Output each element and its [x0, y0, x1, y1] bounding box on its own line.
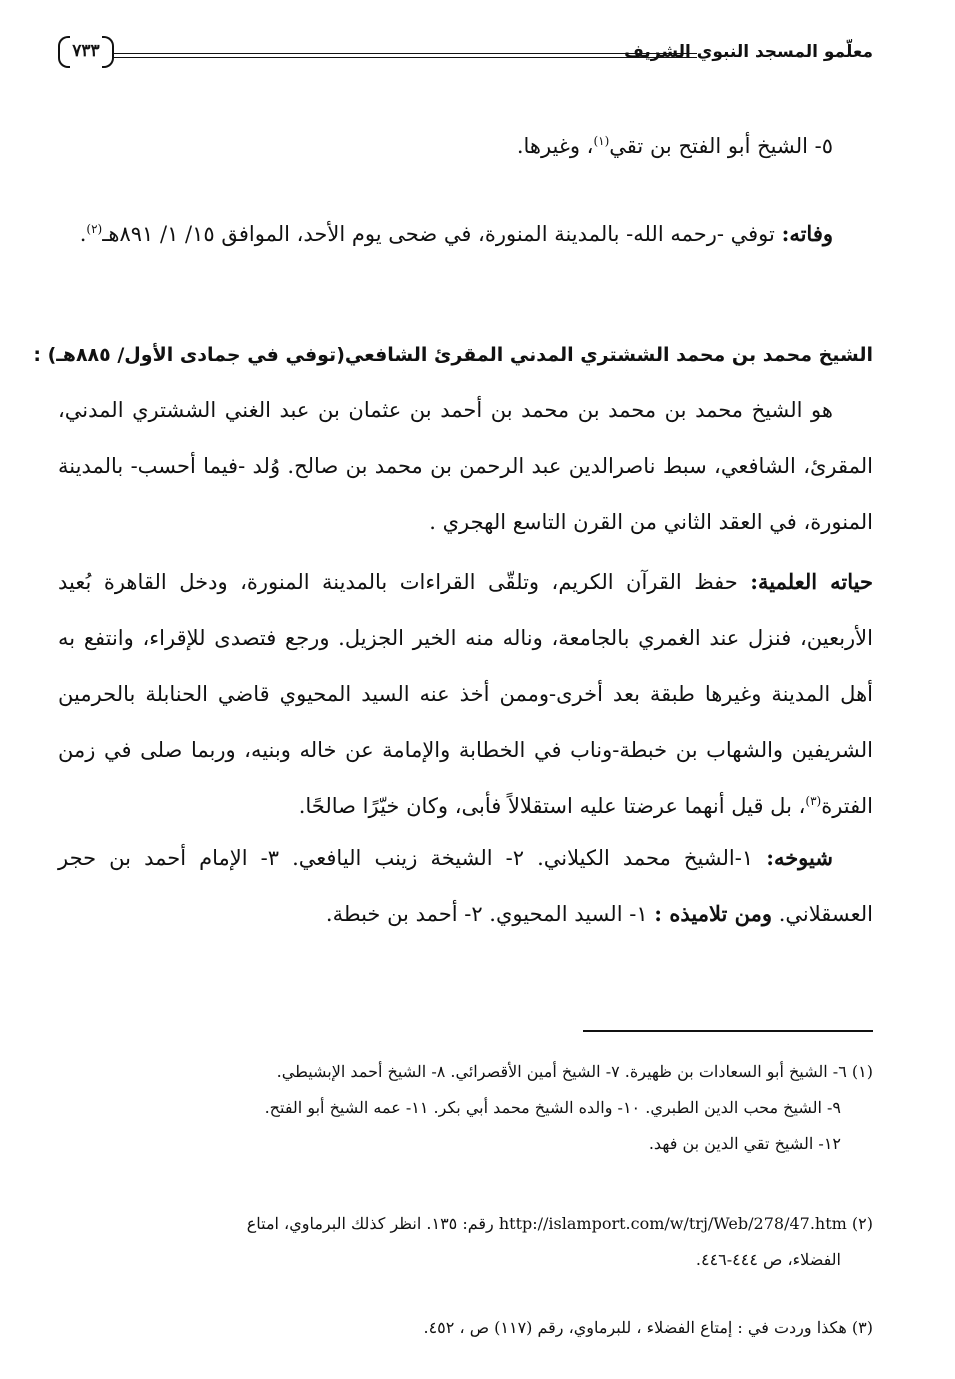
- footnote-1-line-2: ٩- الشيخ محب الدين الطبري. ١٠- والده الشيخ محمد أبي بكر. ١١- عمه الشيخ أبو الفتح.: [264, 1098, 841, 1117]
- students-label: ومن تلاميذه :: [654, 901, 773, 926]
- previous-entry-item5: ٥- الشيخ أبو الفتح بن تقي$^{(١)}$، وغيرها.: [516, 134, 833, 158]
- footnote-3-marker: (٣): [851, 1318, 873, 1337]
- footnote-ref-1: (١): [593, 134, 610, 148]
- footnote-separator: [583, 1030, 873, 1032]
- footnote-2-marker: (٢): [851, 1214, 873, 1233]
- footnote-1-line-1: ٦- الشيخ أبو السعادات بن ظهيرة. ٧- الشيخ أمين الأقصرائي. ٨- الشيخ أحمد الإبشيطي.: [276, 1062, 847, 1081]
- footnote-ref-3: (٣): [805, 794, 822, 808]
- header-rule: [114, 53, 697, 58]
- students-text: ١- السيد المحيوي. ٢- أحمد بن خبطة.: [325, 902, 648, 926]
- footnote-1-marker: (١): [851, 1062, 873, 1081]
- footnote-2-text: رقم: ١٣٥. انظر كذلك البرماوي، امتاع: [246, 1214, 494, 1233]
- teachers-label: شيوخه:: [766, 845, 833, 870]
- intro-paragraph: هو الشيخ محمد بن محمد بن محمد بن أحمد بن عثمان بن عبد الغني الششتري المدني، المقرئ، الشافعي، سبط ناصرالدين عبد الرحمن بن محمد بن صالح. وُلد -فيما أحسب- بالمدينة المنورة، في العقد الثاني من القرن التاسع الهجري .: [58, 398, 873, 534]
- scholarly-life-text: حفظ القرآن الكريم، وتلقّى القراءات بالمدينة المنورة، ودخل القاهرة بُعيد الأربعين، فنزل عند الغمري بالجامعة، وناله منه الخير الجزيل. ورجع فتصدى للإقراء، وانتفع به أهل المدينة وغيرها طبقة بعد أخرى-وممن أخذ عنه السيد المحيوي قاضي الحنابلة بالحرمين الشريفين والشهاب بن خبطة-وناب في الخطابة والإمامة عن خاله وبنيه، وربما صلى في زمن الفترة: [58, 570, 873, 818]
- page-number: ٧٣٣: [58, 36, 114, 66]
- death-paragraph: وفاته: توفي -رحمه الله- بالمدينة المنورة، في ضحى يوم الأحد، الموافق ١٥/ ١/ ٨٩١هـ$^{(٢)}$.: [79, 221, 833, 246]
- footnote-2: [58, 1206, 873, 1278]
- teachers-text: ١-الشيخ محمد الكيلاني. ٢- الشيخة زينب اليافعي. ٣- الإمام أحمد بن حجر العسقلاني.: [58, 846, 873, 926]
- book-title: معلّمو المسجد النبوي الشريف: [624, 42, 873, 62]
- footnote-2-line-2: الفضلاء، ص ٤٤٤-٤٤٦.: [695, 1250, 841, 1269]
- footnote-3-text: هكذا وردت في : إمتاع الفضلاء ، للبرماوي، رقم (١١٧) ص ، ٤٥٢.: [423, 1318, 847, 1337]
- footnote-1: [58, 1054, 873, 1162]
- entry-heading: الشيخ محمد بن محمد الششتري المدني المقرئ الشافعي(توفي في جمادى الأول/ ٨٨٥هـ) :: [33, 344, 873, 366]
- death-label: وفاته:: [781, 221, 833, 246]
- scholarly-life-paragraph: حياته العلمية: حفظ القرآن الكريم، وتلقّى القراءات بالمدينة المنورة، ودخل القاهرة بُعيد الأربعين، فنزل عند الغمري بالجامعة، وناله منه الخير الجزيل. ورجع فتصدى للإقراء، وانتفع به أهل المدينة وغيرها طبقة بعد أخرى-وممن أخذ عنه السيد المحيوي قاضي الحنابلة بالحرمين الشريفين والشهاب بن خبطة-وناب في الخطابة والإمامة عن خاله وبنيه، وربما صلى في زمن الفترة$^{(٣)}$، بل قيل أنهما عرضتا عليه استقلالاً فأبى، وكان خيّرًا صالحًا.: [58, 569, 873, 818]
- death-text: توفي -رحمه الله- بالمدينة المنورة، في ضحى يوم الأحد، الموافق ١٥/ ١/ ٨٩١هـ: [102, 222, 775, 246]
- footnote-3: [58, 1310, 873, 1346]
- footnote-1-line-3: ١٢- الشيخ تقي الدين بن فهد.: [648, 1134, 841, 1153]
- scholarly-life-label: حياته العلمية:: [750, 569, 873, 594]
- footnote-2-url: http://islamport.com/w/trj/Web/278/47.htm: [498, 1214, 847, 1233]
- footnote-ref-2: (٢): [86, 222, 103, 236]
- teachers-paragraph: [58, 830, 873, 942]
- running-header: [58, 34, 873, 74]
